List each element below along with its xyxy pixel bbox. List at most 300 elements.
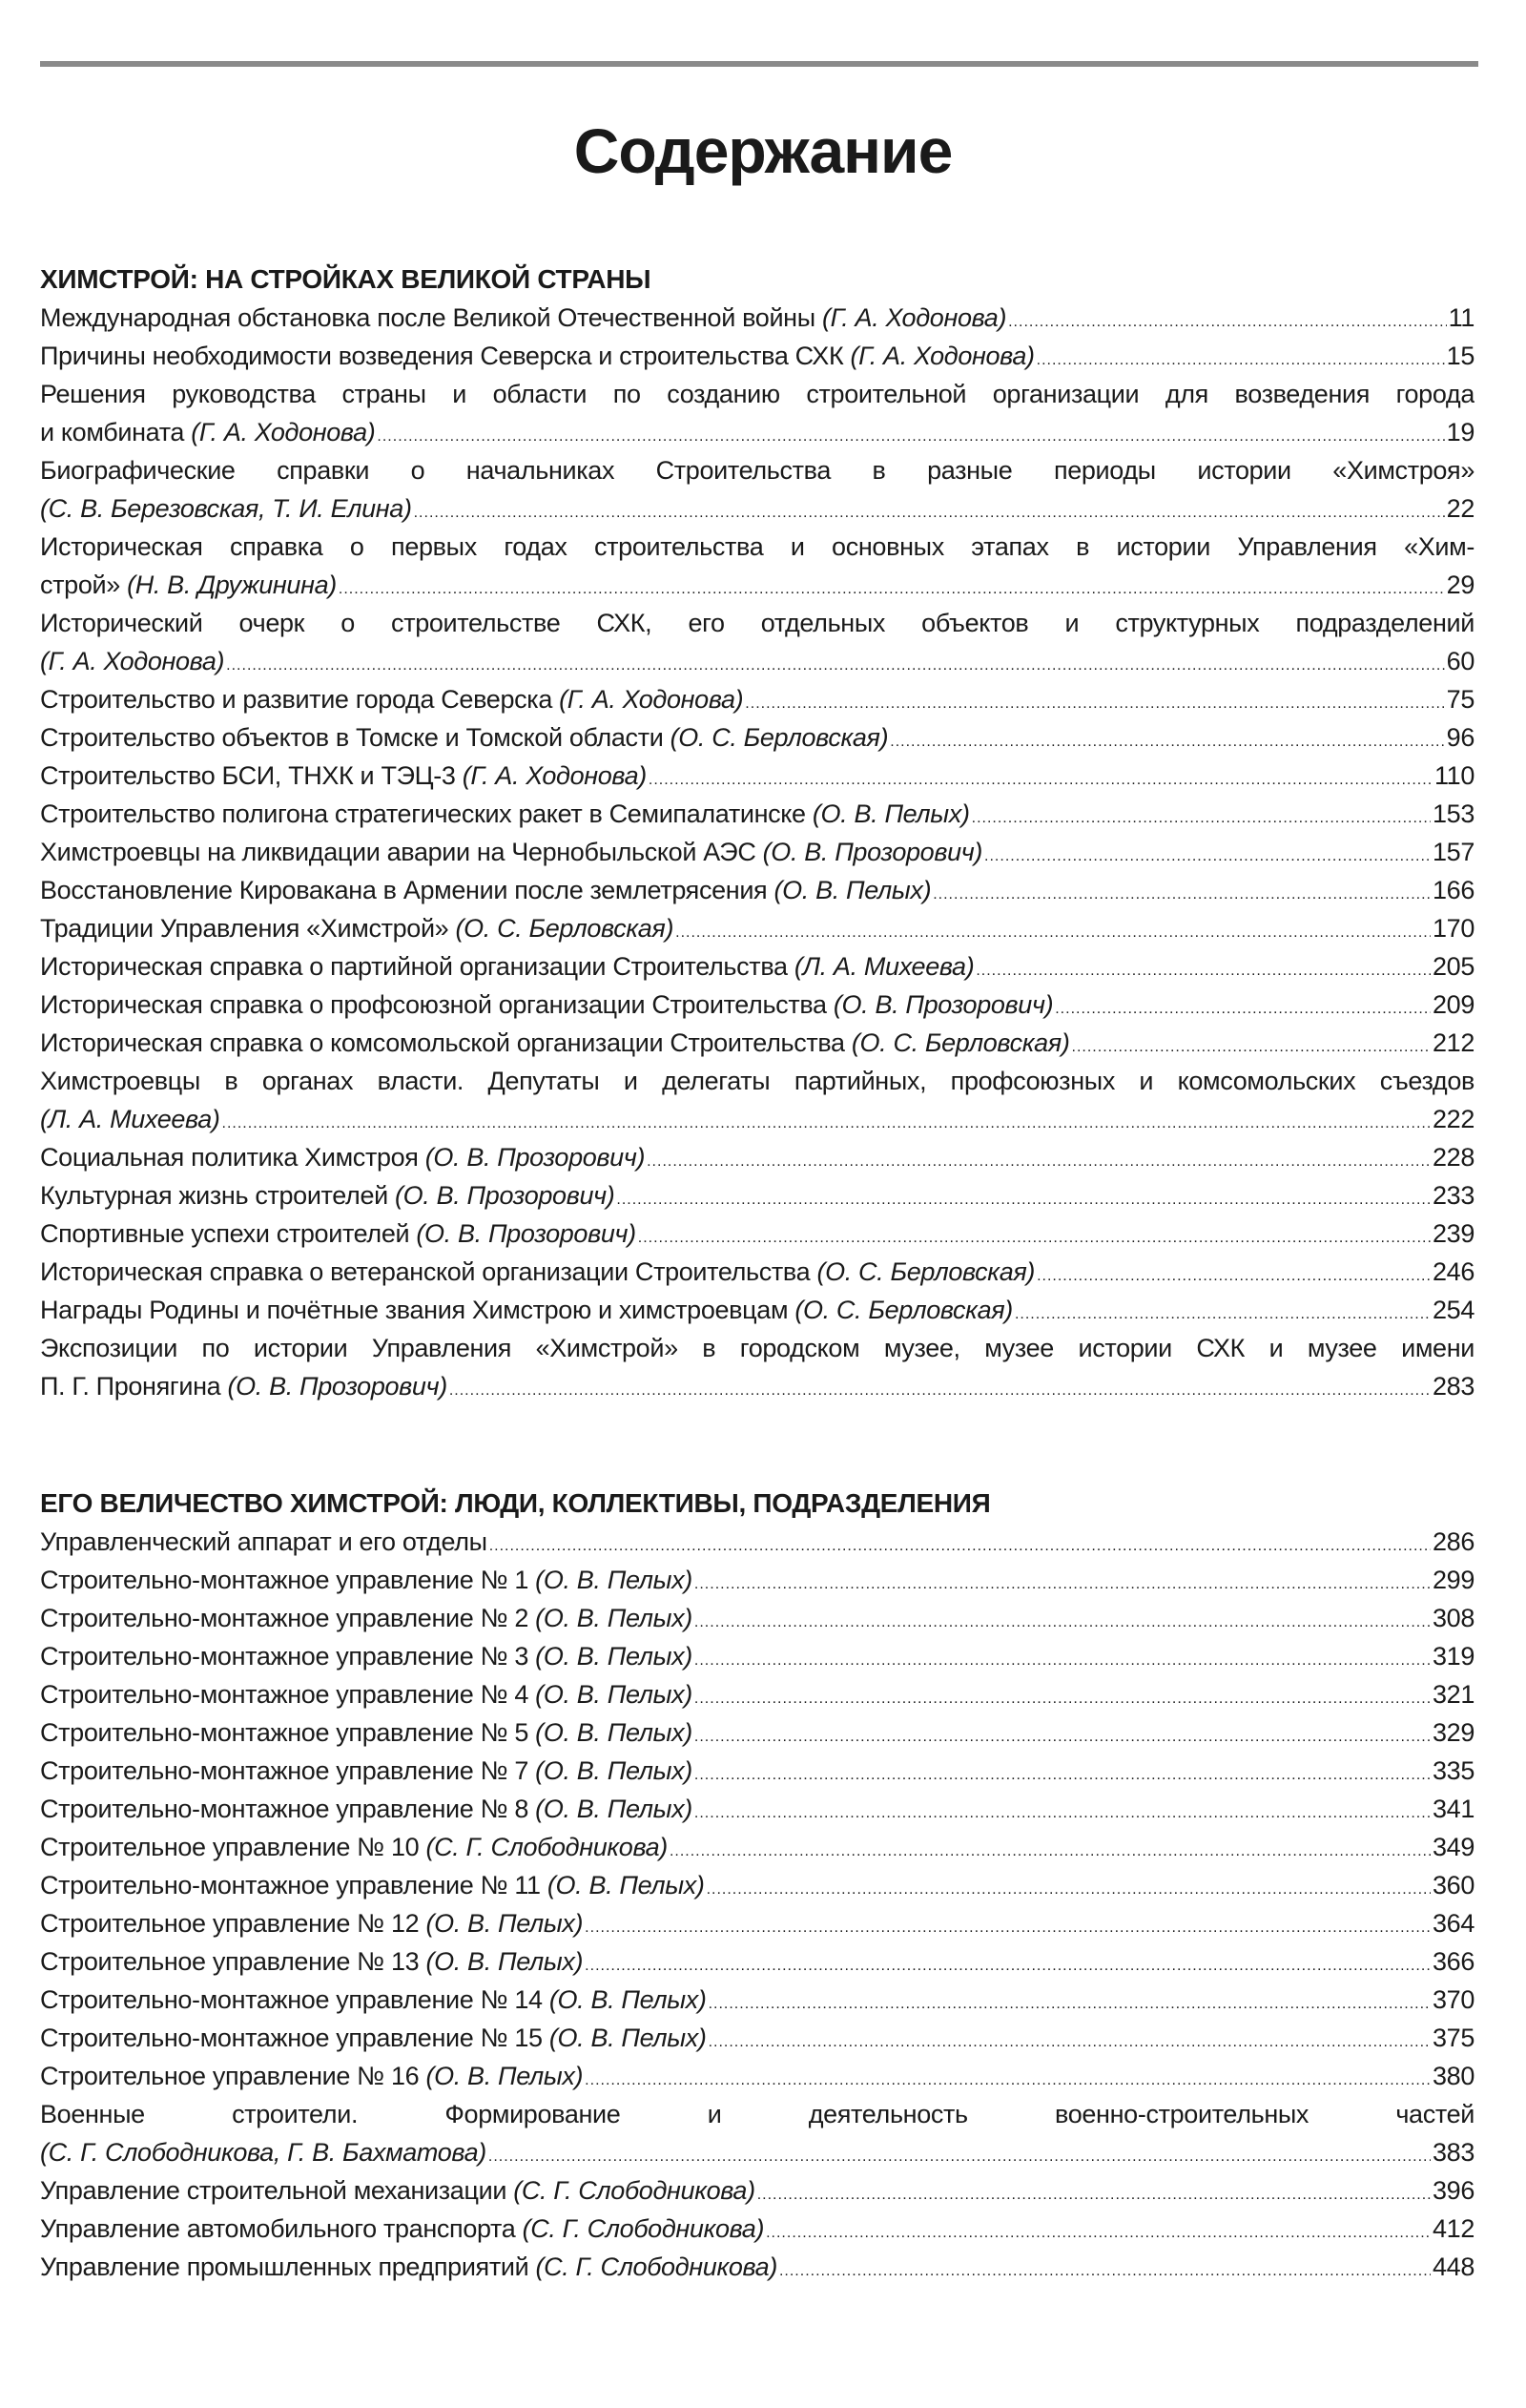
- entry-leader-line: [40, 2248, 1474, 2286]
- toc-entry[interactable]: [40, 375, 1474, 451]
- toc-entry[interactable]: [40, 2248, 1474, 2286]
- toc-entry[interactable]: [40, 1752, 1474, 1790]
- entry-title: [40, 2057, 583, 2095]
- dot-leader: [489, 1527, 1431, 1566]
- entry-title: [40, 1214, 636, 1253]
- entry-author: (О. В. Пелых): [535, 1718, 692, 1747]
- entry-title: [40, 1599, 692, 1637]
- entry-title-text: Историческая справка о ветеранской организации Строительства: [40, 1257, 817, 1286]
- entry-title-text: Культурная жизнь строителей: [40, 1181, 395, 1210]
- entry-author: (О. В. Пелых): [535, 1642, 692, 1671]
- entry-title-line: Исторический очерк о строительстве СХК, его отдельных объектов и структурных подразделений: [40, 609, 1474, 637]
- entry-author: (Г. А. Ходонова): [40, 647, 225, 675]
- dot-leader: [1072, 1028, 1431, 1067]
- dot-leader: [694, 1795, 1431, 1833]
- entry-author: (О. С. Берловская): [794, 1296, 1013, 1324]
- entry-title-text: Строительное управление № 10: [40, 1833, 426, 1861]
- page-number: 15: [1446, 342, 1474, 370]
- entry-leader-line: [40, 795, 1474, 833]
- toc-entry[interactable]: [40, 337, 1474, 375]
- entry-author: (О. С. Берловская): [455, 914, 674, 943]
- entry-title-text: Строительно-монтажное управление № 3: [40, 1642, 536, 1671]
- page-number: 222: [1433, 1105, 1474, 1133]
- page-number: 366: [1433, 1947, 1474, 1976]
- dot-leader: [222, 1105, 1431, 1143]
- entry-author: (О. В. Прозорович): [833, 990, 1054, 1019]
- dot-leader: [638, 1219, 1431, 1257]
- entry-title-text: Строительно-монтажное управление № 1: [40, 1566, 536, 1594]
- entry-author: (О. В. Прозорович): [424, 1143, 646, 1172]
- toc-entry[interactable]: [40, 680, 1474, 718]
- toc-entry[interactable]: [40, 2171, 1474, 2210]
- entry-author: (С. В. Березовская, Т. И. Елина): [40, 494, 412, 523]
- entry-title-text: Спортивные успехи строителей: [40, 1219, 417, 1248]
- entry-title: [40, 1637, 692, 1675]
- toc-section: [40, 1484, 1474, 2286]
- entry-author: (О. В. Пелых): [535, 1566, 692, 1594]
- entry-leader-line: [40, 1138, 1474, 1176]
- dot-leader: [647, 1143, 1431, 1181]
- toc-entry[interactable]: [40, 1599, 1474, 1637]
- entry-author: (О. В. Пелых): [425, 2062, 584, 2090]
- entry-author: (О. С. Берловская): [670, 723, 889, 752]
- toc-entry[interactable]: [40, 871, 1474, 909]
- entry-author: (О. В. Пелых): [535, 1604, 692, 1632]
- dot-leader: [585, 2062, 1431, 2100]
- entry-leader-line: [40, 1291, 1474, 1329]
- entry-author: (О. В. Пелых): [548, 2024, 707, 2052]
- entry-leader-line: [40, 871, 1474, 909]
- dot-leader: [1037, 1257, 1431, 1296]
- page-number: 29: [1446, 571, 1474, 599]
- entry-author: (О. В. Прозорович): [762, 838, 983, 866]
- entry-title: [40, 1523, 487, 1561]
- dot-leader: [694, 1718, 1431, 1756]
- entry-leader-line: [40, 1100, 1474, 1138]
- entry-author: (О. В. Пелых): [425, 1947, 584, 1976]
- entry-leader-line: [40, 718, 1474, 757]
- entry-title: [40, 337, 1035, 375]
- entry-leader-line: [40, 1599, 1474, 1637]
- toc-entry[interactable]: [40, 1981, 1474, 2019]
- page-number: 412: [1433, 2214, 1474, 2243]
- entry-title-text: Строительство полигона стратегических ракет в Семипалатинске: [40, 799, 813, 828]
- entry-author: (О. С. Берловская): [816, 1257, 1036, 1286]
- toc-entry[interactable]: [40, 833, 1474, 871]
- toc-entry[interactable]: [40, 757, 1474, 795]
- entry-title-line: Химстроевцы в органах власти. Депутаты и делегаты партийных, профсоюзных и комсомольских съездов: [40, 1067, 1474, 1095]
- page-number: 299: [1433, 1566, 1474, 1594]
- dot-leader: [694, 1642, 1431, 1680]
- page-number: 319: [1433, 1642, 1474, 1671]
- entry-leader-line: [40, 1637, 1474, 1675]
- entry-title-text: Историческая справка о партийной организации Строительства: [40, 952, 794, 981]
- entry-title-text: Химстроевцы на ликвидации аварии на Чернобыльской АЭС: [40, 838, 763, 866]
- entry-leader-line: [40, 1828, 1474, 1866]
- page-number: 153: [1433, 799, 1474, 828]
- entry-title-text: Управленческий аппарат и его отделы: [40, 1527, 487, 1556]
- entry-leader-line: [40, 757, 1474, 795]
- dot-leader: [694, 1604, 1431, 1642]
- entry-title-text: Строительно-монтажное управление № 4: [40, 1680, 536, 1709]
- dot-leader: [745, 685, 1444, 723]
- entry-leader-line: [40, 1790, 1474, 1828]
- page-number: 11: [1448, 303, 1474, 332]
- page-number: 157: [1433, 838, 1474, 866]
- page-number: 335: [1433, 1756, 1474, 1785]
- entry-leader-line: [40, 1024, 1474, 1062]
- page-number: 75: [1446, 685, 1474, 714]
- dot-leader: [779, 2252, 1431, 2291]
- dot-leader: [694, 1680, 1431, 1718]
- entry-title: [40, 1561, 692, 1599]
- entry-author: (С. Г. Слободникова): [425, 1833, 668, 1861]
- toc-entry[interactable]: [40, 1790, 1474, 1828]
- dot-leader: [1008, 303, 1447, 342]
- entry-leader-line: [40, 947, 1474, 986]
- entry-leader-line: [40, 1214, 1474, 1253]
- page-number: 341: [1433, 1795, 1474, 1823]
- entry-title-line: Военные строители. Формирование и деятельность военно-строительных частей: [40, 2100, 1474, 2128]
- toc-entry[interactable]: [40, 2210, 1474, 2248]
- dot-leader: [766, 2214, 1431, 2252]
- entry-title: [40, 2019, 707, 2057]
- dot-leader: [1015, 1296, 1431, 1334]
- entry-leader-line: [40, 986, 1474, 1024]
- entry-title-text: Историческая справка о комсомольской организации Строительства: [40, 1028, 852, 1057]
- dot-leader: [449, 1372, 1431, 1410]
- page-number: 19: [1446, 418, 1474, 446]
- entry-title-text: П. Г. Пронягина: [40, 1372, 228, 1401]
- toc-entry[interactable]: [40, 718, 1474, 757]
- entry-author: (С. Г. Слободникова): [522, 2214, 765, 2243]
- entry-title-text: Строительно-монтажное управление № 2: [40, 1604, 536, 1632]
- dot-leader: [670, 1833, 1431, 1871]
- page-number: 60: [1446, 647, 1474, 675]
- dot-leader: [757, 2176, 1431, 2214]
- page-number: 349: [1433, 1833, 1474, 1861]
- entry-author: (Н. В. Дружинина): [127, 571, 337, 599]
- entry-title: [40, 1024, 1070, 1062]
- page-number: 233: [1433, 1181, 1474, 1210]
- entry-author: (С. Г. Слободникова): [535, 2252, 777, 2281]
- entry-leader-line: [40, 1253, 1474, 1291]
- entry-leader-line: [40, 337, 1474, 375]
- toc-entry[interactable]: [40, 1329, 1474, 1405]
- toc-entry[interactable]: [40, 2095, 1474, 2171]
- dot-leader: [933, 876, 1431, 914]
- page-number: 239: [1433, 1219, 1474, 1248]
- dot-leader: [976, 952, 1431, 990]
- entry-author: (О. В. Пелых): [546, 1871, 705, 1899]
- entry-leader-line: [40, 1981, 1474, 2019]
- dot-leader: [1037, 342, 1445, 380]
- entry-leader-line: [40, 2133, 1474, 2171]
- entry-leader-line: [40, 1523, 1474, 1561]
- entry-title: [40, 1176, 614, 1214]
- page-number: 228: [1433, 1143, 1474, 1172]
- entry-title-text: Международная обстановка после Великой Отечественной войны: [40, 303, 822, 332]
- entry-title-text: Причины необходимости возведения Северска и строительства СХК: [40, 342, 851, 370]
- toc-entry[interactable]: [40, 1561, 1474, 1599]
- dot-leader: [984, 838, 1431, 876]
- entry-title: [40, 986, 1053, 1024]
- entry-leader-line: [40, 1866, 1474, 1904]
- page-number: 22: [1446, 494, 1474, 523]
- page-number: 283: [1433, 1372, 1474, 1401]
- entry-author: (О. В. Прозорович): [395, 1181, 615, 1210]
- entry-title: [40, 1253, 1035, 1291]
- toc-entry[interactable]: [40, 1214, 1474, 1253]
- entry-title: [40, 1752, 692, 1790]
- entry-title-text: Награды Родины и почётные звания Химстрою и химстроевцам: [40, 1296, 795, 1324]
- entry-author: (О. В. Пелых): [535, 1756, 692, 1785]
- page-number: 383: [1433, 2138, 1474, 2167]
- dot-leader: [377, 418, 1444, 456]
- page-number: 380: [1433, 2062, 1474, 2090]
- page-number: 246: [1433, 1257, 1474, 1286]
- entry-title: [40, 413, 375, 451]
- dot-leader: [1055, 990, 1431, 1028]
- entry-title: [40, 2210, 764, 2248]
- dot-leader: [709, 2024, 1431, 2062]
- page-number: 205: [1433, 952, 1474, 981]
- dot-leader: [890, 723, 1444, 761]
- toc-entry[interactable]: [40, 1062, 1474, 1138]
- entry-title: [40, 871, 931, 909]
- entry-title: [40, 1942, 583, 1981]
- entry-title-text: Управление промышленных предприятий: [40, 2252, 536, 2281]
- entry-title-text: Строительно-монтажное управление № 14: [40, 1985, 549, 2014]
- toc-entry[interactable]: [40, 795, 1474, 833]
- page-number: 448: [1433, 2252, 1474, 2281]
- entry-leader-line: [40, 680, 1474, 718]
- entry-author: (Г. А. Ходонова): [559, 685, 744, 714]
- entry-author: (Л. А. Михеева): [40, 1105, 220, 1133]
- entry-leader-line: [40, 1904, 1474, 1942]
- page-number: 96: [1446, 723, 1474, 752]
- toc-entry[interactable]: [40, 451, 1474, 528]
- entry-title-text: строй»: [40, 571, 128, 599]
- entry-title-text: Строительно-монтажное управление № 8: [40, 1795, 536, 1823]
- entry-title: [40, 1100, 220, 1138]
- entry-leader-line: [40, 1176, 1474, 1214]
- entry-author: (О. В. Прозорович): [416, 1219, 636, 1248]
- entry-leader-line: [40, 413, 1474, 451]
- toc-entry[interactable]: [40, 909, 1474, 947]
- entry-title-text: Строительно-монтажное управление № 15: [40, 2024, 549, 2052]
- dot-leader: [488, 2138, 1431, 2176]
- dot-leader: [694, 1756, 1431, 1795]
- section-heading: ХИМСТРОЙ: НА СТРОЙКАХ ВЕЛИКОЙ СТРАНЫ: [40, 264, 651, 294]
- entry-title-text: Строительно-монтажное управление № 11: [40, 1871, 547, 1899]
- entry-title-line: Историческая справка о первых годах строительства и основных этапах в истории Управления «Хим-: [40, 532, 1474, 561]
- entry-title: [40, 909, 673, 947]
- entry-title: [40, 718, 888, 757]
- toc-entry[interactable]: [40, 1024, 1474, 1062]
- entry-title-text: Строительство объектов в Томске и Томской области: [40, 723, 670, 752]
- toc-entry[interactable]: [40, 2057, 1474, 2095]
- entry-title: [40, 757, 647, 795]
- entry-leader-line: [40, 489, 1474, 528]
- entry-leader-line: [40, 566, 1474, 604]
- entry-leader-line: [40, 1713, 1474, 1752]
- dot-leader: [972, 799, 1431, 838]
- dot-leader: [649, 761, 1433, 799]
- entry-leader-line: [40, 2171, 1474, 2210]
- entry-title-text: Строительно-монтажное управление № 7: [40, 1756, 536, 1785]
- toc-entries: [40, 299, 1474, 1405]
- entry-leader-line: [40, 1561, 1474, 1599]
- entry-leader-line: [40, 2019, 1474, 2057]
- toc-entry[interactable]: [40, 1866, 1474, 1904]
- entry-title-text: Строительство и развитие города Северска: [40, 685, 560, 714]
- entry-title: [40, 1828, 668, 1866]
- entry-author: (Л. А. Михеева): [794, 952, 975, 981]
- toc-entry[interactable]: [40, 1828, 1474, 1866]
- toc-entry[interactable]: [40, 1637, 1474, 1675]
- toc-entry[interactable]: [40, 1253, 1474, 1291]
- entry-author: (С. Г. Слободникова, Г. В. Бахматова): [40, 2138, 486, 2167]
- toc-entry[interactable]: [40, 1904, 1474, 1942]
- dot-leader: [414, 494, 1445, 532]
- entry-title: [40, 947, 974, 986]
- entry-title: [40, 1866, 705, 1904]
- entry-leader-line: [40, 833, 1474, 871]
- toc-entries: [40, 1523, 1474, 2286]
- entry-title: [40, 299, 1006, 337]
- section-heading: ЕГО ВЕЛИЧЕСТВО ХИМСТРОЙ: ЛЮДИ, КОЛЛЕКТИВЫ, ПОДРАЗДЕЛЕНИЯ: [40, 1488, 991, 1518]
- toc-entry[interactable]: [40, 1291, 1474, 1329]
- entry-title-line: Экспозиции по истории Управления «Химстрой» в городском музее, музее истории СХК и музее имени: [40, 1334, 1474, 1362]
- entry-title-text: Социальная политика Химстроя: [40, 1143, 425, 1172]
- entry-title-text: Восстановление Кировакана в Армении после землетрясения: [40, 876, 774, 904]
- toc-entry[interactable]: [40, 1523, 1474, 1561]
- page-number: 254: [1433, 1296, 1474, 1324]
- entry-title-line: Биографические справки о начальниках Строительства в разные периоды истории «Химстроя»: [40, 456, 1474, 485]
- dot-leader: [616, 1181, 1431, 1219]
- page-number: 308: [1433, 1604, 1474, 1632]
- entry-leader-line: [40, 2210, 1474, 2248]
- entry-title: [40, 2133, 486, 2171]
- toc-entry[interactable]: [40, 1942, 1474, 1981]
- toc-entry[interactable]: [40, 604, 1474, 680]
- entry-title: [40, 1291, 1013, 1329]
- entry-title: [40, 642, 224, 680]
- entry-author: (О. С. Берловская): [851, 1028, 1070, 1057]
- page-number: 329: [1433, 1718, 1474, 1747]
- entry-author: (Г. А. Ходонова): [850, 342, 1035, 370]
- toc-entry[interactable]: [40, 1675, 1474, 1713]
- entry-author: (О. В. Пелых): [425, 1909, 584, 1938]
- entry-title: [40, 1790, 692, 1828]
- entry-author: (О. В. Пелых): [812, 799, 970, 828]
- page-number: 110: [1434, 761, 1474, 790]
- entry-title-text: Строительное управление № 12: [40, 1909, 426, 1938]
- entry-leader-line: [40, 1675, 1474, 1713]
- entry-title-text: Историческая справка о профсоюзной организации Строительства: [40, 990, 834, 1019]
- entry-author: (О. В. Пелых): [548, 1985, 707, 2014]
- page-number: 212: [1433, 1028, 1474, 1057]
- entry-author: (О. В. Пелых): [773, 876, 932, 904]
- dot-leader: [707, 1871, 1431, 1909]
- dot-leader: [709, 1985, 1431, 2024]
- dot-leader: [226, 647, 1445, 685]
- page-number: 364: [1433, 1909, 1474, 1938]
- entry-author: (Г. А. Ходонова): [462, 761, 647, 790]
- entry-leader-line: [40, 1942, 1474, 1981]
- entry-author: (С. Г. Слободникова): [513, 2176, 755, 2205]
- entry-title: [40, 2248, 777, 2286]
- toc-entry[interactable]: [40, 1176, 1474, 1214]
- page-number: 209: [1433, 990, 1474, 1019]
- page-number: 396: [1433, 2176, 1474, 2205]
- entry-title-text: Традиции Управления «Химстрой»: [40, 914, 456, 943]
- entry-author: (Г. А. Ходонова): [821, 303, 1007, 332]
- entry-title: [40, 680, 743, 718]
- entry-leader-line: [40, 909, 1474, 947]
- entry-title: [40, 795, 970, 833]
- entry-leader-line: [40, 1752, 1474, 1790]
- entry-title-text: Строительно-монтажное управление № 5: [40, 1718, 536, 1747]
- entry-leader-line: [40, 299, 1474, 337]
- page-number: 375: [1433, 2024, 1474, 2052]
- dot-leader: [585, 1909, 1431, 1947]
- toc-entry[interactable]: [40, 2019, 1474, 2057]
- entry-title-text: Строительство БСИ, ТНХК и ТЭЦ-3: [40, 761, 463, 790]
- page-title: Содержание: [573, 115, 953, 186]
- entry-title: [40, 833, 982, 871]
- entry-title: [40, 1713, 692, 1752]
- entry-title: [40, 489, 412, 528]
- dot-leader: [339, 571, 1445, 609]
- entry-leader-line: [40, 1367, 1474, 1405]
- entry-title: [40, 1138, 645, 1176]
- page-number: 286: [1433, 1527, 1474, 1556]
- page-number: 321: [1433, 1680, 1474, 1709]
- entry-author: (Г. А. Ходонова): [191, 418, 376, 446]
- toc-entry[interactable]: [40, 299, 1474, 337]
- toc-entry[interactable]: [40, 1713, 1474, 1752]
- toc-entry[interactable]: [40, 947, 1474, 986]
- dot-leader: [675, 914, 1431, 952]
- entry-title: [40, 1367, 447, 1405]
- toc-entry[interactable]: [40, 1138, 1474, 1176]
- toc-entry[interactable]: [40, 986, 1474, 1024]
- dot-leader: [585, 1947, 1431, 1985]
- toc-section: [40, 260, 1474, 1405]
- entry-author: (О. В. Пелых): [535, 1680, 692, 1709]
- entry-title: [40, 2171, 755, 2210]
- entry-title-line: Решения руководства страны и области по созданию строительной организации для возведения города: [40, 380, 1474, 408]
- entry-title-text: Строительное управление № 13: [40, 1947, 426, 1976]
- entry-title-text: Управление автомобильного транспорта: [40, 2214, 523, 2243]
- entry-title: [40, 1981, 707, 2019]
- entry-title-text: и комбината: [40, 418, 192, 446]
- page-number: 370: [1433, 1985, 1474, 2014]
- entry-title: [40, 1675, 692, 1713]
- page-number: 170: [1433, 914, 1474, 943]
- entry-title-text: Строительное управление № 16: [40, 2062, 426, 2090]
- entry-author: (О. В. Прозорович): [227, 1372, 447, 1401]
- entry-leader-line: [40, 642, 1474, 680]
- entry-title: [40, 1904, 583, 1942]
- top-rule: [40, 61, 1478, 67]
- entry-title: [40, 566, 337, 604]
- page-number: 360: [1433, 1871, 1474, 1899]
- toc-entry[interactable]: [40, 528, 1474, 604]
- entry-title-text: Управление строительной механизации: [40, 2176, 514, 2205]
